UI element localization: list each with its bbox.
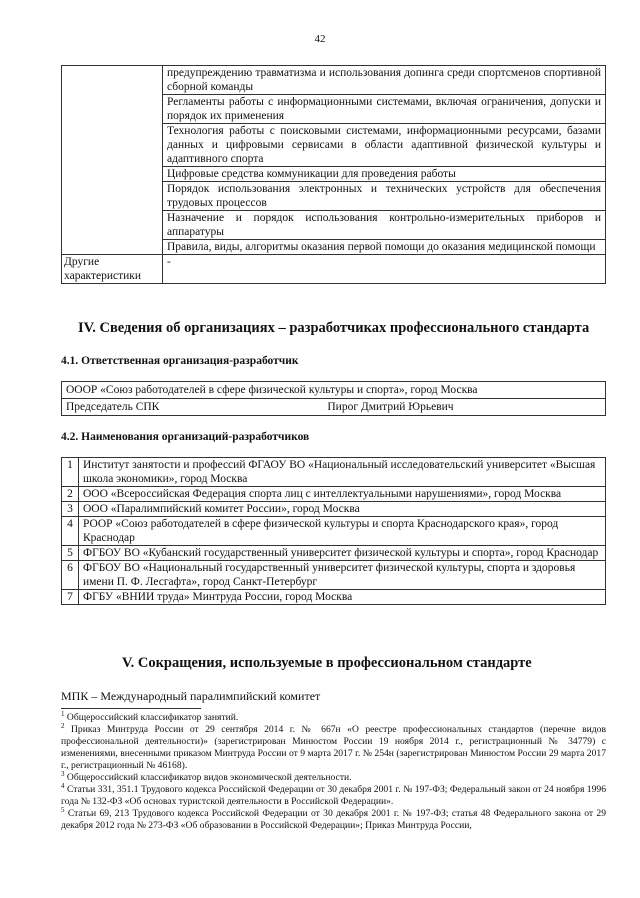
org-number: 7 xyxy=(62,590,79,605)
other-characteristics-label: Другие характеристики xyxy=(62,255,163,284)
table-row xyxy=(62,590,606,605)
org-number: 4 xyxy=(62,517,79,546)
chair-name: Пирог Дмитрий Юрьевич xyxy=(327,401,454,413)
knowledge-item: Технология работы с поисковыми системами, информационными ресурсами, базами данных и цифровыми сервисами в области адаптивной физической культуры и адаптивного спорта xyxy=(163,124,606,167)
footnote-mark: 2 xyxy=(61,721,65,730)
table-row xyxy=(62,502,606,517)
table-row xyxy=(62,517,606,546)
footnote xyxy=(61,769,606,784)
other-characteristics-value: - xyxy=(163,255,606,284)
org-name: ФГБОУ ВО «Кубанский государственный университет физической культуры и спорта», город Краснодар xyxy=(79,546,606,561)
org-name: РООР «Союз работодателей в сфере физической культуры и спорта Краснодарского края», город Краснодар xyxy=(79,517,606,546)
footnote-mark: 4 xyxy=(61,781,65,790)
footnote-text: Статьи 331, 351.1 Трудового кодекса Российской Федерации от 30 декабря 2001 г. № 197-ФЗ; Федеральный закон от 24 ноября 1996 года № 132-ФЗ «Об основах туристской деятельности в Российской Федерации». xyxy=(61,784,606,807)
org-name: ФГБУ «ВНИИ труда» Минтруда России, город Москва xyxy=(79,590,606,605)
footnote-text: Статьи 69, 213 Трудового кодекса Российской Федерации от 30 декабря 2001 г. № 197-ФЗ; статья 48 Федерального закона от 29 декабря 2012 года № 273-ФЗ «Об образовании в Российской Федерации»; Приказ Минтруда России, xyxy=(61,808,607,831)
table-row xyxy=(62,66,606,95)
footnote xyxy=(61,805,607,832)
footnotes xyxy=(61,709,607,832)
section-5-title: V. Сокращения, используемые в профессиональном стандарте xyxy=(122,655,532,671)
footnote-text: Приказ Минтруда России от 29 сентября 2014 г. № 667н «О реестре профессиональных стандартов (перечне видов профессиональной деятельности)» (зарегистрирован Минюстом России 19 ноября 2014 г., регистрационный № 34779) с изменениями, внесенными приказом Минтруда России от 9 марта 2017 г. № 254н (зарегистрирован Минюстом России 29 марта 2017 г., регистрационный № 46168). xyxy=(61,724,606,771)
org-number: 3 xyxy=(62,502,79,517)
org-name: ООО «Паралимпийский комитет России», город Москва xyxy=(79,502,606,517)
knowledge-table xyxy=(61,65,606,284)
knowledge-item: Регламенты работы с информационными системами, включая ограничения, допуски и порядок их применения xyxy=(163,95,606,124)
knowledge-item: Цифровые средства коммуникации для проведения работы xyxy=(163,167,606,182)
footnote-mark: 1 xyxy=(61,709,65,718)
chair-position: Председатель СПК xyxy=(66,401,160,413)
section-4-title: IV. Сведения об организациях – разработчиках профессионального стандарта xyxy=(78,320,590,336)
table-row xyxy=(62,458,606,487)
table-row xyxy=(62,487,606,502)
knowledge-item: Назначение и порядок использования контрольно-измерительных приборов и аппаратуры xyxy=(163,211,606,240)
knowledge-item: Правила, виды, алгоритмы оказания первой помощи до оказания медицинской помощи xyxy=(163,240,606,255)
abbreviation-entry: МПК – Международный паралимпийский комитет xyxy=(61,689,321,703)
footnote-mark: 3 xyxy=(61,769,65,778)
table-row xyxy=(62,382,606,399)
empty-cell xyxy=(62,66,163,255)
org-name: ООО «Всероссийская Федерация спорта лиц с интеллектуальными нарушениями», город Москва xyxy=(79,487,606,502)
page-number: 42 xyxy=(314,33,326,45)
org-name: Институт занятости и профессий ФГАОУ ВО «Национальный исследовательский университет «Высшая школа экономики», город Москва xyxy=(79,458,606,487)
subsection-4-2-title: 4.2. Наименования организаций-разработчиков xyxy=(61,431,310,443)
responsible-org-table xyxy=(61,381,606,416)
org-number: 6 xyxy=(62,561,79,590)
table-row xyxy=(62,561,606,590)
footnote xyxy=(61,709,606,724)
table-row xyxy=(62,255,606,284)
footnote-mark: 5 xyxy=(61,805,65,814)
org-number: 5 xyxy=(62,546,79,561)
knowledge-item: предупреждению травматизма и использования допинга среди спортсменов спортивной сборной команды xyxy=(163,66,606,95)
org-number: 1 xyxy=(62,458,79,487)
footnote xyxy=(61,721,606,772)
chair-cell xyxy=(62,399,606,416)
org-name: ФГБОУ ВО «Национальный государственный университет физической культуры, спорта и здоровья имени П. Ф. Лесгафта», город Санкт-Петербург xyxy=(79,561,606,590)
subsection-4-1-title: 4.1. Ответственная организация-разработчик xyxy=(61,355,299,367)
table-row xyxy=(62,399,606,416)
footnote-text: Общероссийский классификатор занятий. xyxy=(66,712,239,723)
org-number: 2 xyxy=(62,487,79,502)
footnote-divider xyxy=(61,708,201,709)
table-row xyxy=(62,546,606,561)
footnote xyxy=(61,781,606,808)
knowledge-item: Порядок использования электронных и технических устройств для обеспечения трудовых процессов xyxy=(163,182,606,211)
footnote-text: Общероссийский классификатор видов экономической деятельности. xyxy=(66,772,352,783)
responsible-org-name: ОООР «Союз работодателей в сфере физической культуры и спорта», город Москва xyxy=(62,382,606,399)
developer-orgs-table xyxy=(61,457,606,605)
